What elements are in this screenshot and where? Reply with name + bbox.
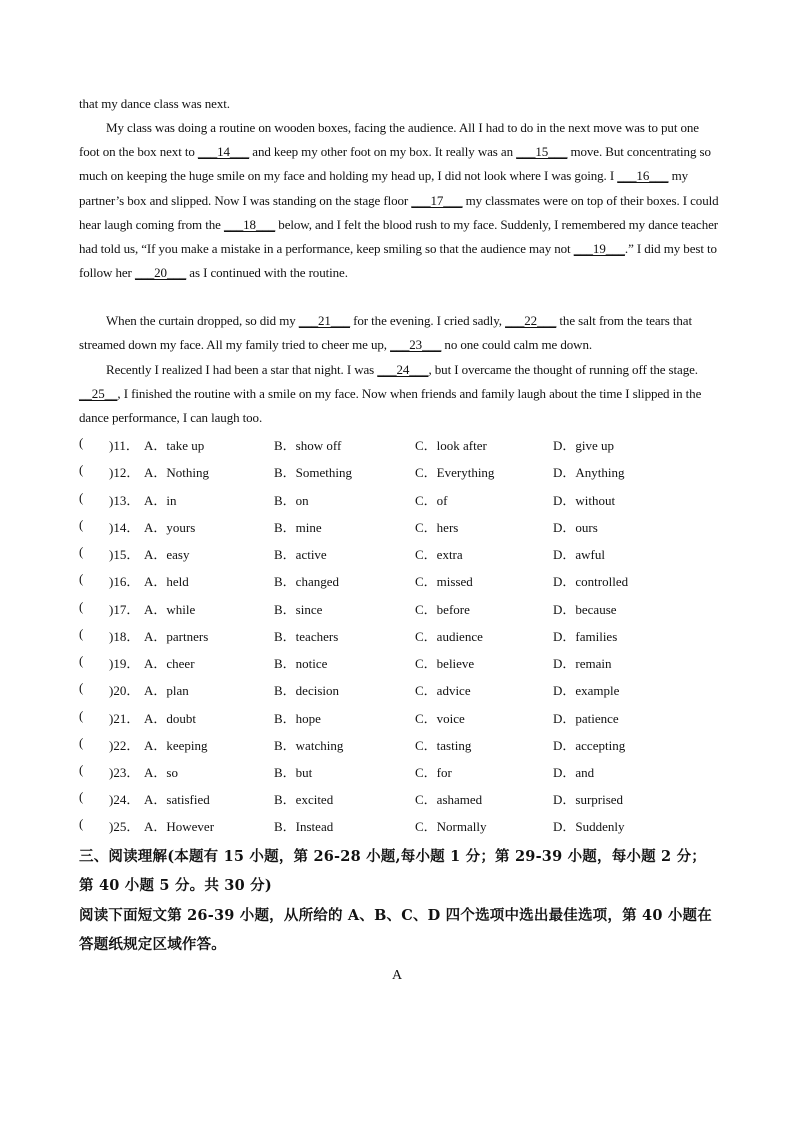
question-number: )20． — [109, 683, 140, 698]
option-a: A．easy — [144, 547, 190, 562]
question-number: )12． — [109, 465, 140, 480]
question-row-14 — [79, 517, 719, 544]
option-c: C．extra — [415, 547, 463, 562]
option-a: A．partners — [144, 629, 209, 644]
paragraph-text: for the evening. I cried sadly, — [350, 313, 506, 328]
option-c: C．advice — [415, 683, 471, 698]
question-row-19 — [79, 653, 719, 680]
option-d: D．patience — [553, 711, 619, 726]
answer-paren-open[interactable]: ( — [79, 680, 84, 695]
option-a: A．Nothing — [144, 465, 210, 480]
option-c: C．for — [415, 765, 452, 780]
blank-14: ___14___ — [197, 144, 250, 160]
question-row-13 — [79, 490, 719, 517]
option-a: A．keeping — [144, 738, 208, 753]
paragraph-text: .” I did my best to follow her — [79, 241, 717, 281]
answer-paren-open[interactable]: ( — [79, 599, 84, 614]
instruction-line: 阅读下面短文第 26-39 小题，从所给的 A、B、C、D 四个选项中选出最佳选项，第 40 小题在 — [79, 907, 712, 924]
option-a: A．in — [144, 493, 177, 508]
paragraph-text: Recently I realized I had been a star that night. I was — [106, 362, 378, 377]
question-number: )13． — [109, 493, 140, 508]
answer-paren-open[interactable]: ( — [79, 462, 84, 477]
blank-23: ___23___ — [390, 337, 442, 353]
question-number: )23． — [109, 765, 140, 780]
passage-paragraph-1 — [79, 116, 719, 285]
question-number: )21． — [109, 711, 140, 726]
passage-paragraph-0 — [79, 92, 719, 116]
question-row-16 — [79, 571, 719, 598]
option-a: A．take up — [144, 438, 205, 453]
option-b: B．on — [274, 493, 309, 508]
question-number: )17． — [109, 602, 140, 617]
answer-paren-open[interactable]: ( — [79, 735, 84, 750]
option-d: D．families — [553, 629, 618, 644]
paragraph-text: the salt from the tears that streamed down my face. All my family tried to cheer me up, — [79, 313, 692, 353]
question-number: )24． — [109, 792, 140, 807]
option-c: C．tasting — [415, 738, 472, 753]
option-a: A．doubt — [144, 711, 197, 726]
paragraph-text: my classmates were on top of their boxes. I could hear laugh coming from the — [79, 192, 719, 232]
passage-paragraph-2 — [79, 309, 719, 357]
option-b: B．mine — [274, 520, 322, 535]
option-b: B．show off — [274, 438, 342, 453]
question-row-23 — [79, 762, 719, 789]
blank-22: ___22___ — [505, 313, 557, 328]
option-c: C．believe — [415, 656, 475, 671]
paragraph-text: my partner’s box and slipped. Now I was standing on the stage floor — [79, 168, 688, 208]
question-row-21 — [79, 708, 719, 735]
option-c: C．of — [415, 493, 448, 508]
question-number: )19． — [109, 656, 140, 671]
answer-paren-open[interactable]: ( — [79, 544, 84, 559]
question-number: )11． — [109, 438, 139, 453]
blank-15: ___15___ — [516, 144, 568, 160]
section-heading-line: 三、阅读理解(本题有 15 小题，第 26-28 小题,每小题 1 分；第 29-39 小题，每小题 2 分； — [79, 848, 706, 865]
option-a: A．while — [144, 602, 196, 617]
question-number: )22． — [109, 738, 140, 753]
option-d: D．ours — [553, 520, 598, 535]
option-c: C．audience — [415, 629, 483, 644]
option-a: A．However — [144, 819, 215, 834]
answer-paren-open[interactable]: ( — [79, 708, 84, 723]
option-d: D．controlled — [553, 574, 629, 589]
option-d: D．awful — [553, 547, 605, 562]
blank-21: ___21___ — [298, 313, 350, 328]
option-d: D．because — [553, 602, 617, 617]
option-b: B．Instead — [274, 819, 334, 834]
option-b: B．hope — [274, 711, 321, 726]
option-a: A．satisfied — [144, 792, 210, 807]
option-d: D．remain — [553, 656, 612, 671]
option-a: A．cheer — [144, 656, 195, 671]
option-c: C．voice — [415, 711, 465, 726]
option-c: C．hers — [415, 520, 459, 535]
option-b: B．teachers — [274, 629, 339, 644]
blank-17: ___17___ — [411, 192, 463, 208]
blank-24: ___24___ — [377, 362, 429, 377]
answer-paren-open[interactable]: ( — [79, 762, 84, 777]
paragraph-text: move. But concentrating so much on keeping the huge smile on my face and holding my head up, I did not look where I was going. I — [79, 144, 711, 184]
option-c: C．look after — [415, 438, 487, 453]
answer-paren-open[interactable]: ( — [79, 517, 84, 532]
option-d: D．give up — [553, 438, 615, 453]
question-row-17 — [79, 599, 719, 626]
blank-18: ___18___ — [223, 216, 276, 232]
option-d: D．and — [553, 765, 595, 780]
question-row-20 — [79, 680, 719, 707]
option-d: D．without — [553, 493, 616, 508]
paragraph-text: as I continued with the routine. — [186, 265, 348, 281]
answer-paren-open[interactable]: ( — [79, 435, 84, 450]
blank-20: ___20___ — [134, 265, 187, 281]
paragraph-text: no one could calm me down. — [441, 337, 593, 353]
option-b: B．excited — [274, 792, 334, 807]
option-d: D．surprised — [553, 792, 624, 807]
section-3-heading — [79, 842, 729, 900]
option-a: A．plan — [144, 683, 189, 698]
option-c: C．missed — [415, 574, 473, 589]
instruction-line: 答题纸规定区域作答。 — [79, 936, 226, 953]
paragraph-text: that my dance class was next. — [79, 96, 230, 111]
question-row-18 — [79, 626, 719, 653]
option-d: D．accepting — [553, 738, 626, 753]
answer-paren-open[interactable]: ( — [79, 626, 84, 641]
answer-paren-open[interactable]: ( — [79, 653, 84, 668]
question-row-12 — [79, 462, 719, 489]
question-number: )14． — [109, 520, 140, 535]
option-c: C．Normally — [415, 819, 487, 834]
answer-paren-open[interactable]: ( — [79, 789, 84, 804]
answer-paren-open[interactable]: ( — [79, 571, 84, 586]
question-row-22 — [79, 735, 719, 762]
option-b: B．watching — [274, 738, 344, 753]
paragraph-text: below, and I felt the blood rush to my face. Suddenly, I remembered my dance teacher had told us, “If you make a mistake in a performance, keep smiling so that the audience may not — [79, 216, 719, 257]
answer-paren-open[interactable]: ( — [79, 816, 84, 831]
option-b: B．notice — [274, 656, 328, 671]
question-number: )16． — [109, 574, 140, 589]
option-b: B．decision — [274, 683, 339, 698]
question-row-24 — [79, 789, 719, 816]
question-number: )25． — [109, 819, 140, 834]
passage-paragraph-3 — [79, 358, 719, 431]
question-number: )18． — [109, 629, 140, 644]
option-a: A．held — [144, 574, 189, 589]
paragraph-text: My class was doing a routine on wooden boxes, facing the audience. All I had to do in the next move was to put one foot on the box next to — [79, 120, 699, 160]
option-c: C．Everything — [415, 465, 495, 480]
option-b: B．changed — [274, 574, 339, 589]
answer-paren-open[interactable]: ( — [79, 490, 84, 505]
passage-label-a: A — [391, 968, 403, 983]
paragraph-text: and keep my other foot on my box. It really was an — [249, 144, 517, 160]
blank-19: ___19___ — [573, 241, 625, 257]
question-row-15 — [79, 544, 719, 571]
blank-16: ___16___ — [617, 168, 669, 184]
section-heading-line: 第 40 小题 5 分。共 30 分) — [79, 877, 272, 894]
option-b: B．Something — [274, 465, 353, 480]
section-3-instruction — [79, 901, 729, 959]
option-a: A．yours — [144, 520, 196, 535]
option-b: B．since — [274, 602, 323, 617]
option-d: D．Suddenly — [553, 819, 625, 834]
question-row-11 — [79, 435, 719, 462]
option-c: C．before — [415, 602, 470, 617]
question-number: )15． — [109, 547, 140, 562]
paragraph-text: , I finished the routine with a smile on my face. Now when friends and family laugh about the time I slipped in the dance performance, I can laugh too. — [79, 386, 702, 426]
option-c: C．ashamed — [415, 792, 483, 807]
option-a: A．so — [144, 765, 178, 780]
paragraph-text: , but I overcame the thought of running off the stage. — [428, 362, 698, 377]
paragraph-text: When the curtain dropped, so did my — [106, 313, 299, 328]
option-d: D．example — [553, 683, 620, 698]
option-b: B．but — [274, 765, 313, 780]
option-d: D．Anything — [553, 465, 625, 480]
blank-25: __25__ — [79, 386, 118, 402]
option-b: B．active — [274, 547, 327, 562]
question-row-25 — [79, 816, 719, 843]
